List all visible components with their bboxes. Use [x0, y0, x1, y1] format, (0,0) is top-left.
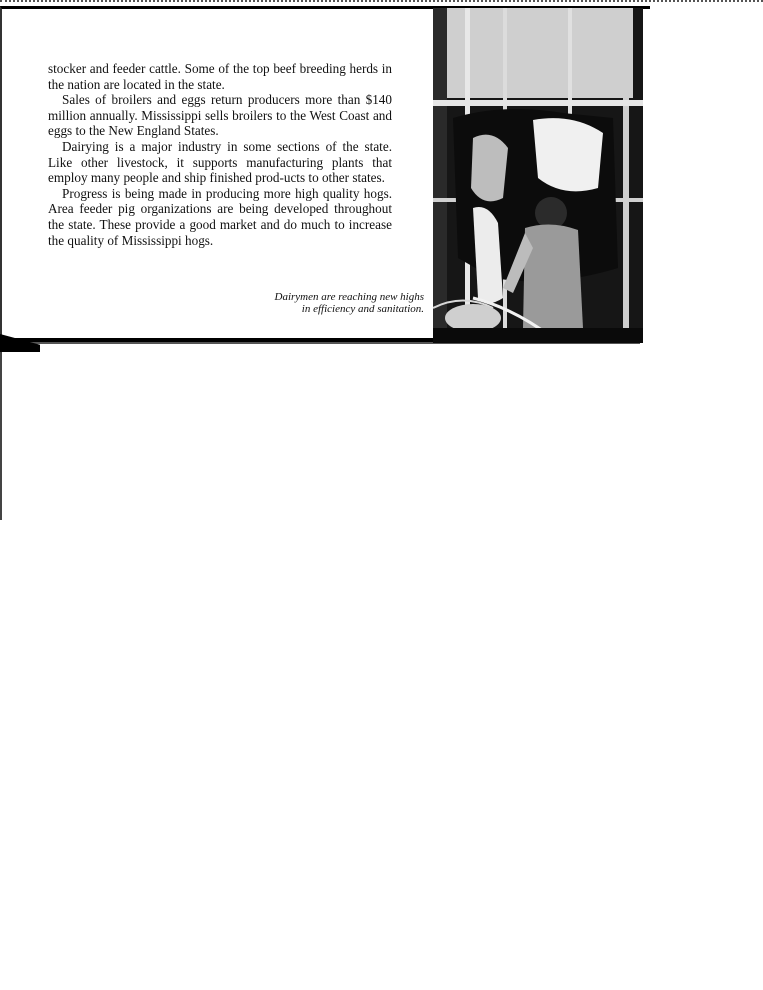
paragraph-broilers-eggs: Sales of broilers and eggs return producers more than $140 million annually. Mississippi sells broilers to the West Coast and eggs to the New England States. [48, 92, 392, 139]
top-dotted-border [0, 0, 763, 5]
dairy-milking-scene-image [433, 8, 643, 343]
caption-line-2: in efficiency and sanitation. [301, 303, 424, 315]
caption-line-1: Dairymen are reaching new highs [274, 291, 424, 303]
paragraph-dairying: Dairying is a major industry in some sections of the state. Like other livestock, it supports manufacturing plants that employ many people and ship finished prod-ucts to other states. [48, 138, 392, 186]
article-text [48, 61, 392, 248]
left-page-edge [0, 340, 8, 520]
paragraph-cattle: stocker and feeder cattle. Some of the top beef breeding herds in the nation are located in the state. [48, 61, 392, 92]
photo-caption [236, 291, 424, 315]
dairy-photo [433, 8, 643, 343]
paragraph-hogs: Progress is being made in producing more high quality hogs. Area feeder pig organizations are being developed throughout the state. These provide a good market and do much to increase the quality of Mississippi hogs. [48, 185, 392, 248]
